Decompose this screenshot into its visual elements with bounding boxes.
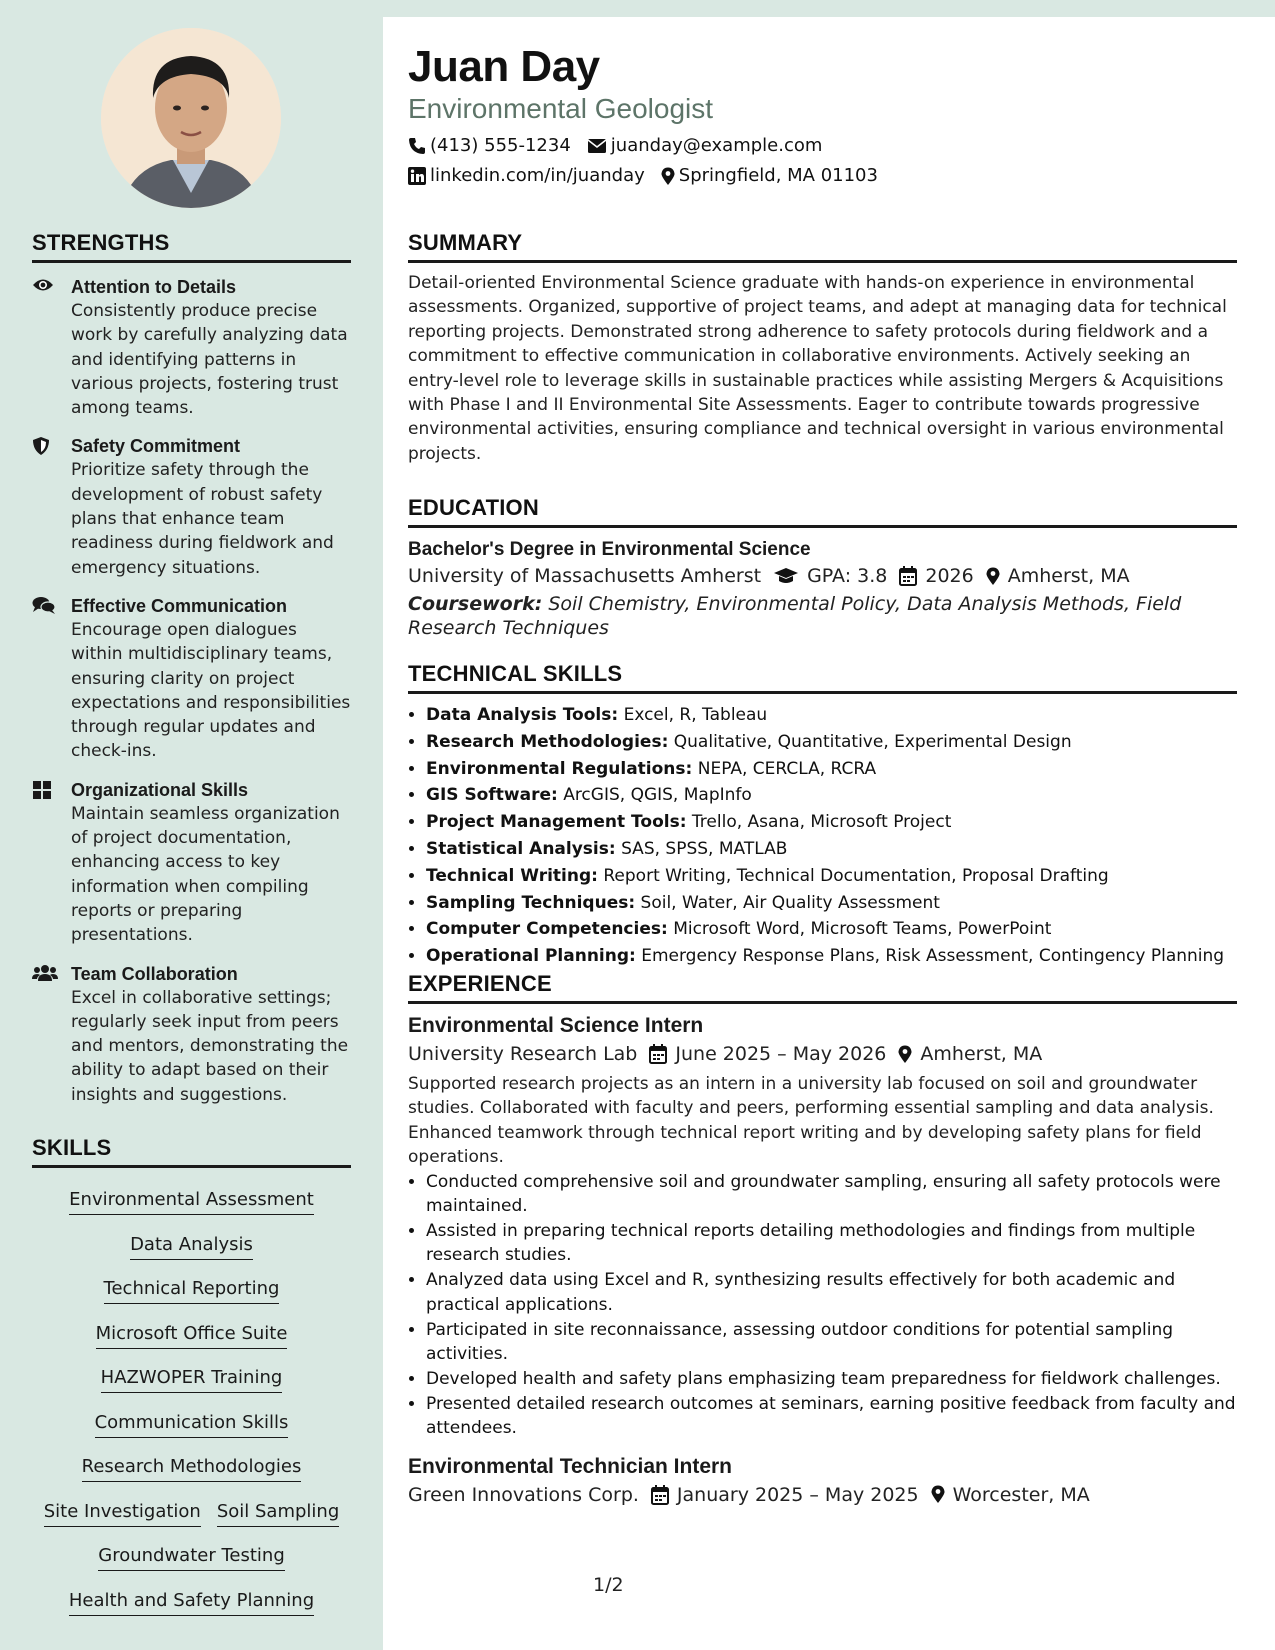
- dates-item: [649, 1040, 886, 1068]
- main-content: [383, 17, 1275, 1650]
- strength-desc: Encourage open dialogues within multidisciplinary teams, ensuring clarity on project expectations and responsibilities through regular updates and check-ins.: [71, 619, 351, 762]
- list-item: [426, 702, 1237, 729]
- list-item: • Presented detailed research outcomes at seminars, earning positive feedback from faculty and attendees.: [426, 1392, 1237, 1441]
- skill-tag: Site Investigation: [44, 1500, 201, 1527]
- skill-value: Report Writing, Technical Documentation, Proposal Drafting: [603, 865, 1109, 886]
- skill-label: Sampling Techniques:: [426, 892, 636, 913]
- strength-desc: Prioritize safety through the development of robust safety plans that enhance team readiness during fieldwork and emergency situations.: [71, 460, 334, 578]
- dates-text: January 2025 – May 2025: [676, 1483, 919, 1506]
- page-number: 1/2: [593, 1574, 624, 1596]
- list-item: [426, 729, 1237, 756]
- technical-skills-heading: TECHNICAL SKILLS: [408, 661, 1237, 694]
- map-pin-icon: [986, 567, 1000, 586]
- phone-text: (413) 555-1234: [430, 135, 571, 156]
- candidate-name: Juan Day: [408, 42, 600, 91]
- skill-label: Data Analysis Tools:: [426, 705, 619, 725]
- list-item: • Analyzed data using Excel and R, synthesizing results effectively for both academic and practical applications.: [426, 1268, 1237, 1317]
- strength-desc: Excel in collaborative settings; regularly seek input from peers and mentors, demonstrating the ability to adapt based on their insights and suggestions.: [71, 987, 349, 1105]
- skill-tag: Microsoft Office Suite: [96, 1322, 288, 1349]
- sidebar: [0, 0, 383, 1650]
- coursework-label: Coursework:: [408, 593, 543, 615]
- job-title: Environmental Science Intern: [408, 1014, 704, 1037]
- strengths-section: [32, 230, 351, 1121]
- profile-photo: [101, 28, 281, 208]
- experience-section: [408, 971, 1237, 1509]
- skill-label: Environmental Regulations:: [426, 758, 693, 779]
- skill-value: SAS, SPSS, MATLAB: [621, 838, 788, 859]
- strength-item: [32, 778, 351, 948]
- skill-tag: Communication Skills: [95, 1411, 289, 1438]
- map-pin-icon: [898, 1045, 912, 1064]
- job-meta: [408, 1040, 1237, 1068]
- strength-item: [32, 434, 351, 579]
- strength-title: Organizational Skills: [71, 779, 249, 800]
- list-item: • Conducted comprehensive soil and groundwater sampling, ensuring all safety protocols were maintained.: [426, 1170, 1237, 1219]
- year-text: 2026: [925, 565, 974, 587]
- job-summary: Supported research projects as an intern in a university lab focused on soil and groundwater studies. Collaborated with faculty and peers, performing essential sampling and data analysis. Enhanced teamwork through technical report writing and by developing safety plans for field operations.: [408, 1074, 1214, 1168]
- phone-contact: [408, 134, 571, 158]
- job-bullets: [408, 1170, 1237, 1441]
- list-item: [426, 809, 1237, 836]
- job-location-text: Worcester, MA: [952, 1483, 1090, 1506]
- calendar-icon: [899, 566, 917, 586]
- job-location-item: [898, 1040, 1042, 1068]
- skill-label: Statistical Analysis:: [426, 838, 616, 859]
- email-contact[interactable]: [587, 134, 823, 158]
- map-pin-icon: [661, 167, 675, 186]
- strength-title: Attention to Details: [71, 277, 236, 297]
- skill-value: Qualitative, Quantitative, Experimental Design: [673, 731, 1072, 752]
- strength-title: Effective Communication: [71, 595, 288, 616]
- company-name: University Research Lab: [408, 1043, 638, 1065]
- list-item: [426, 916, 1237, 943]
- job-location-text: Amherst, MA: [920, 1043, 1043, 1065]
- skill-tag: Technical Reporting: [104, 1277, 280, 1304]
- phone-icon: [408, 137, 426, 155]
- linkedin-contact[interactable]: [408, 164, 645, 188]
- job-location-item: [931, 1481, 1090, 1509]
- strength-item: [32, 594, 351, 764]
- skill-value: Excel, R, Tableau: [623, 705, 768, 725]
- list-item: • Assisted in preparing technical reports detailing methodologies and findings from multiple research studies.: [426, 1219, 1237, 1268]
- coursework-text: Soil Chemistry, Environmental Policy, Data Analysis Methods, Field Research Techniques: [408, 593, 1182, 639]
- gpa-item: [773, 562, 887, 590]
- email-link[interactable]: juanday@example.com: [610, 135, 823, 156]
- list-item: [426, 863, 1237, 890]
- chat-bubbles-icon: [32, 594, 71, 764]
- strength-title: Safety Commitment: [71, 436, 241, 457]
- skill-label: Operational Planning:: [426, 946, 636, 967]
- location-contact: [661, 164, 878, 188]
- skill-label: GIS Software:: [426, 785, 558, 806]
- edu-location-item: [986, 562, 1130, 590]
- linkedin-icon: [408, 167, 426, 185]
- calendar-icon: [651, 1485, 669, 1505]
- contact-row-2: [408, 164, 894, 188]
- technical-skills-list: [408, 702, 1237, 970]
- strength-title: Team Collaboration: [71, 963, 238, 984]
- gpa-text: GPA: 3.8: [807, 565, 888, 587]
- list-item: [426, 836, 1237, 863]
- summary-text: Detail-oriented Environmental Science graduate with hands-on experience in environmental assessments. Organized, supportive of project teams, and adept at managing data for technical reporting projects. Demonstrated strong adherence to safety protocols during fieldwork and a commitment to effective communication in collaborative environments. Actively seeking an entry-level role to leverage skills in sustainable practices while assisting Mergers & Acquisitions with Phase I and II Environmental Site Assessments. Eager to contribute towards progressive environmental activities, ensuring compliance and technical oversight in various environmental projects.: [408, 273, 1227, 464]
- degree-title: Bachelor's Degree in Environmental Science: [408, 539, 811, 560]
- job-meta: [408, 1481, 1237, 1509]
- shield-icon: [32, 434, 71, 579]
- company-name: Green Innovations Corp.: [408, 1483, 639, 1506]
- skill-label: Computer Competencies:: [426, 919, 668, 940]
- job-title: Environmental Technician Intern: [408, 1454, 733, 1478]
- skill-tag: Research Methodologies: [82, 1455, 302, 1482]
- dates-text: June 2025 – May 2026: [675, 1043, 887, 1065]
- list-item: [426, 943, 1237, 970]
- experience-heading: EXPERIENCE: [408, 971, 1237, 1004]
- dates-item: [651, 1481, 919, 1509]
- strengths-heading: STRENGTHS: [32, 230, 351, 263]
- graduation-cap-icon: [773, 567, 799, 585]
- skill-label: Research Methodologies:: [426, 731, 669, 752]
- list-item: [426, 756, 1237, 783]
- envelope-icon: [587, 138, 607, 154]
- location-text: Springfield, MA 01103: [678, 165, 878, 186]
- edu-location-text: Amherst, MA: [1007, 565, 1130, 587]
- summary-heading: SUMMARY: [408, 230, 1237, 263]
- skill-tag: Groundwater Testing: [98, 1544, 285, 1571]
- list-item: • Developed health and safety plans emphasizing team preparedness for fieldwork challenges.: [426, 1367, 1237, 1391]
- list-item: [426, 782, 1237, 809]
- skill-label: Technical Writing:: [426, 865, 598, 886]
- eye-icon: [32, 275, 71, 420]
- skill-tag: HAZWOPER Training: [101, 1366, 283, 1393]
- school-name: University of Massachusetts Amherst: [408, 565, 762, 587]
- users-icon: [32, 962, 71, 1107]
- job-title: Environmental Geologist: [408, 93, 714, 124]
- skill-value: Microsoft Word, Microsoft Teams, PowerPoint: [673, 919, 1052, 940]
- skills-heading: SKILLS: [32, 1135, 351, 1168]
- grid-icon: [32, 778, 71, 948]
- skill-value: Trello, Asana, Microsoft Project: [691, 812, 952, 833]
- linkedin-link[interactable]: linkedin.com/in/juanday: [430, 165, 645, 186]
- skills-section: [32, 1135, 351, 1623]
- technical-skills-section: [408, 661, 1237, 970]
- skill-tag: Health and Safety Planning: [69, 1589, 314, 1616]
- map-pin-icon: [931, 1485, 945, 1504]
- year-item: [899, 562, 973, 590]
- strength-item: [32, 962, 351, 1107]
- skill-tag: Data Analysis: [130, 1233, 253, 1260]
- skill-value: NEPA, CERCLA, RCRA: [697, 758, 877, 779]
- skills-list: [32, 1178, 351, 1623]
- skill-value: Emergency Response Plans, Risk Assessment, Contingency Planning: [641, 946, 1225, 967]
- strength-desc: Consistently produce precise work by carefully analyzing data and identifying patterns in various projects, fostering trust among teams.: [71, 301, 348, 419]
- contact-row-1: [408, 134, 838, 158]
- strength-desc: Maintain seamless organization of project documentation, enhancing access to key information when compiling reports or preparing presentations.: [71, 803, 340, 946]
- job-entry: [408, 1012, 1237, 1441]
- calendar-icon: [649, 1044, 667, 1064]
- skill-value: ArcGIS, QGIS, MapInfo: [563, 785, 752, 806]
- summary-section: [408, 230, 1237, 466]
- education-heading: EDUCATION: [408, 495, 1237, 528]
- coursework: [408, 592, 1237, 640]
- skill-label: Project Management Tools:: [426, 812, 687, 833]
- list-item: • Participated in site reconnaissance, assessing outdoor conditions for potential sampling activities.: [426, 1318, 1237, 1367]
- skill-tag: Soil Sampling: [217, 1500, 339, 1527]
- list-item: [426, 890, 1237, 917]
- education-section: [408, 495, 1237, 640]
- job-entry: [408, 1453, 1237, 1509]
- education-meta: [408, 562, 1237, 590]
- strength-item: [32, 275, 351, 420]
- skill-tag: Environmental Assessment: [69, 1188, 314, 1215]
- skill-value: Soil, Water, Air Quality Assessment: [640, 892, 940, 913]
